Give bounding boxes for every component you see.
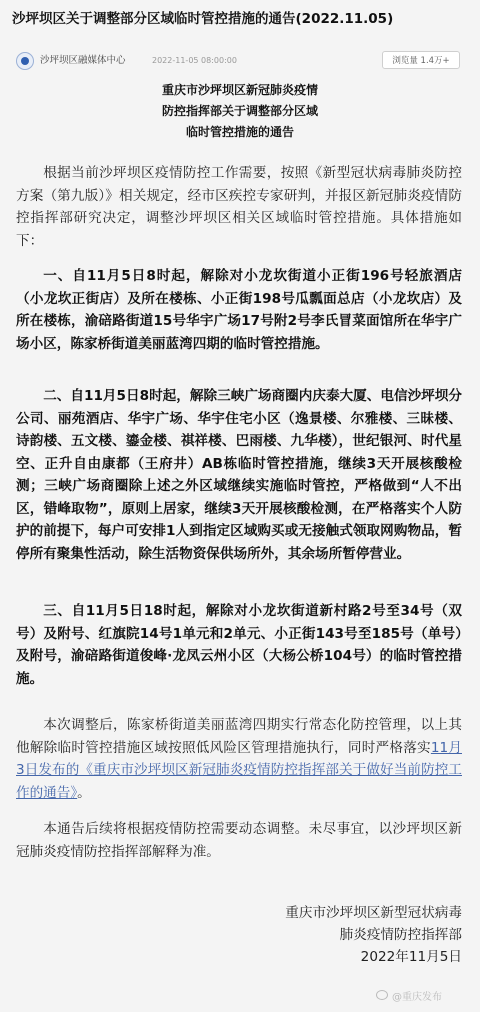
signature-line-2: 肺炎疫情防控指挥部 — [339, 927, 462, 943]
watermark: @重庆发布 — [392, 992, 442, 1003]
signature-line-1: 重庆市沙坪坝区新型冠状病毒 — [285, 905, 462, 921]
measure-item-1: 一、自11月5日8时起，解除对小龙坎街道小正街196号轻旅酒店（小龙坎正街店）及所在楼栋、小正街198号瓜瓢面总店（小龙坎店）及所在楼栋，渝碚路街道15号华宇广场17号附2号李氏冒菜面馆所在华宇广场小区，陈家桥街道美丽蓝湾四期的临时管控措施。 — [16, 268, 462, 352]
notice-heading — [0, 80, 480, 143]
measure-item-3: 三、自11月5日18时起，解除对小龙坎街道新村路2号至34号（双号）及附号、红旗院14号1单元和2单元、小正街143号至185号（单号）及附号，渝碚路街道俊峰·龙凤云州小区（大杨公桥104号）的临时管控措施。 — [16, 603, 462, 687]
signature-date: 2022年11月5日 — [360, 949, 462, 965]
publish-time: 2022-11-05 08:00:00 — [152, 56, 237, 65]
weibo-icon — [376, 990, 388, 1000]
notice-heading-line: 重庆市沙坪坝区新冠肺炎疫情 — [161, 83, 318, 97]
source-row — [0, 50, 480, 72]
view-count-badge: 浏览量 1.4万+ — [382, 51, 460, 69]
notice-heading-line: 临时管控措施的通告 — [185, 125, 294, 139]
source-name[interactable]: 沙坪坝区融媒体中心 — [40, 55, 126, 66]
previous-notice-link[interactable]: 11月3日发布的《重庆市沙坪坝区新冠肺炎疫情防控指挥部关于做好当前防控工作的通告》 — [16, 739, 462, 801]
measure-item-2: 二、自11月5日8时起，解除三峡广场商圈内庆泰大厦、电信沙坪坝分公司、丽苑酒店、华宇广场、华宇住宅小区（逸景楼、尔雅楼、三昧楼、诗韵楼、五文楼、鎏金楼、祺祥楼、巴雨楼、九华楼），世纪银河、时代星空、正升自由康都（王府井）AB栋临时管控措施，继续3天开展核酸检测；三峡广场商圈除上述之外区域继续实施临时管控，严格做到“人不出区，错峰取物”，原则上居家，继续3天开展核酸检测，在严格落实个人防护的前提下，每户可安排1人到指定区域购买或无接触式领取网购物品，暂停所有聚集性活动，除生活物资保供场所外，其余场所暂停营业。 — [16, 388, 462, 562]
notice-heading-line: 防控指挥部关于调整部分区域 — [161, 104, 318, 118]
intro-paragraph: 根据当前沙坪坝区疫情防控工作需要，按照《新型冠状病毒肺炎防控方案（第九版）》相关规定，经市区疾控专家研判，并报区新冠肺炎疫情防控指挥部研究决定，调整沙坪坝区相关区域临时管控措施。具体措施如下： — [16, 165, 462, 249]
adjustment-text-end: 。 — [77, 784, 91, 801]
media-logo-icon — [16, 52, 34, 70]
adjustment-paragraph — [16, 714, 462, 804]
adjustment-text: 本次调整后，陈家桥街道美丽蓝湾四期实行常态化防控管理，以上其他解除临时管控措施区域按照低风险区管理措施执行，同时严格落实 — [16, 717, 462, 756]
article-title: 沙坪坝区关于调整部分区域临时管控措施的通告(2022.11.05) — [12, 11, 394, 27]
closing-paragraph: 本通告后续将根据疫情防控需要动态调整。未尽事宜，以沙坪坝区新冠肺炎疫情防控指挥部解释为准。 — [16, 821, 462, 860]
